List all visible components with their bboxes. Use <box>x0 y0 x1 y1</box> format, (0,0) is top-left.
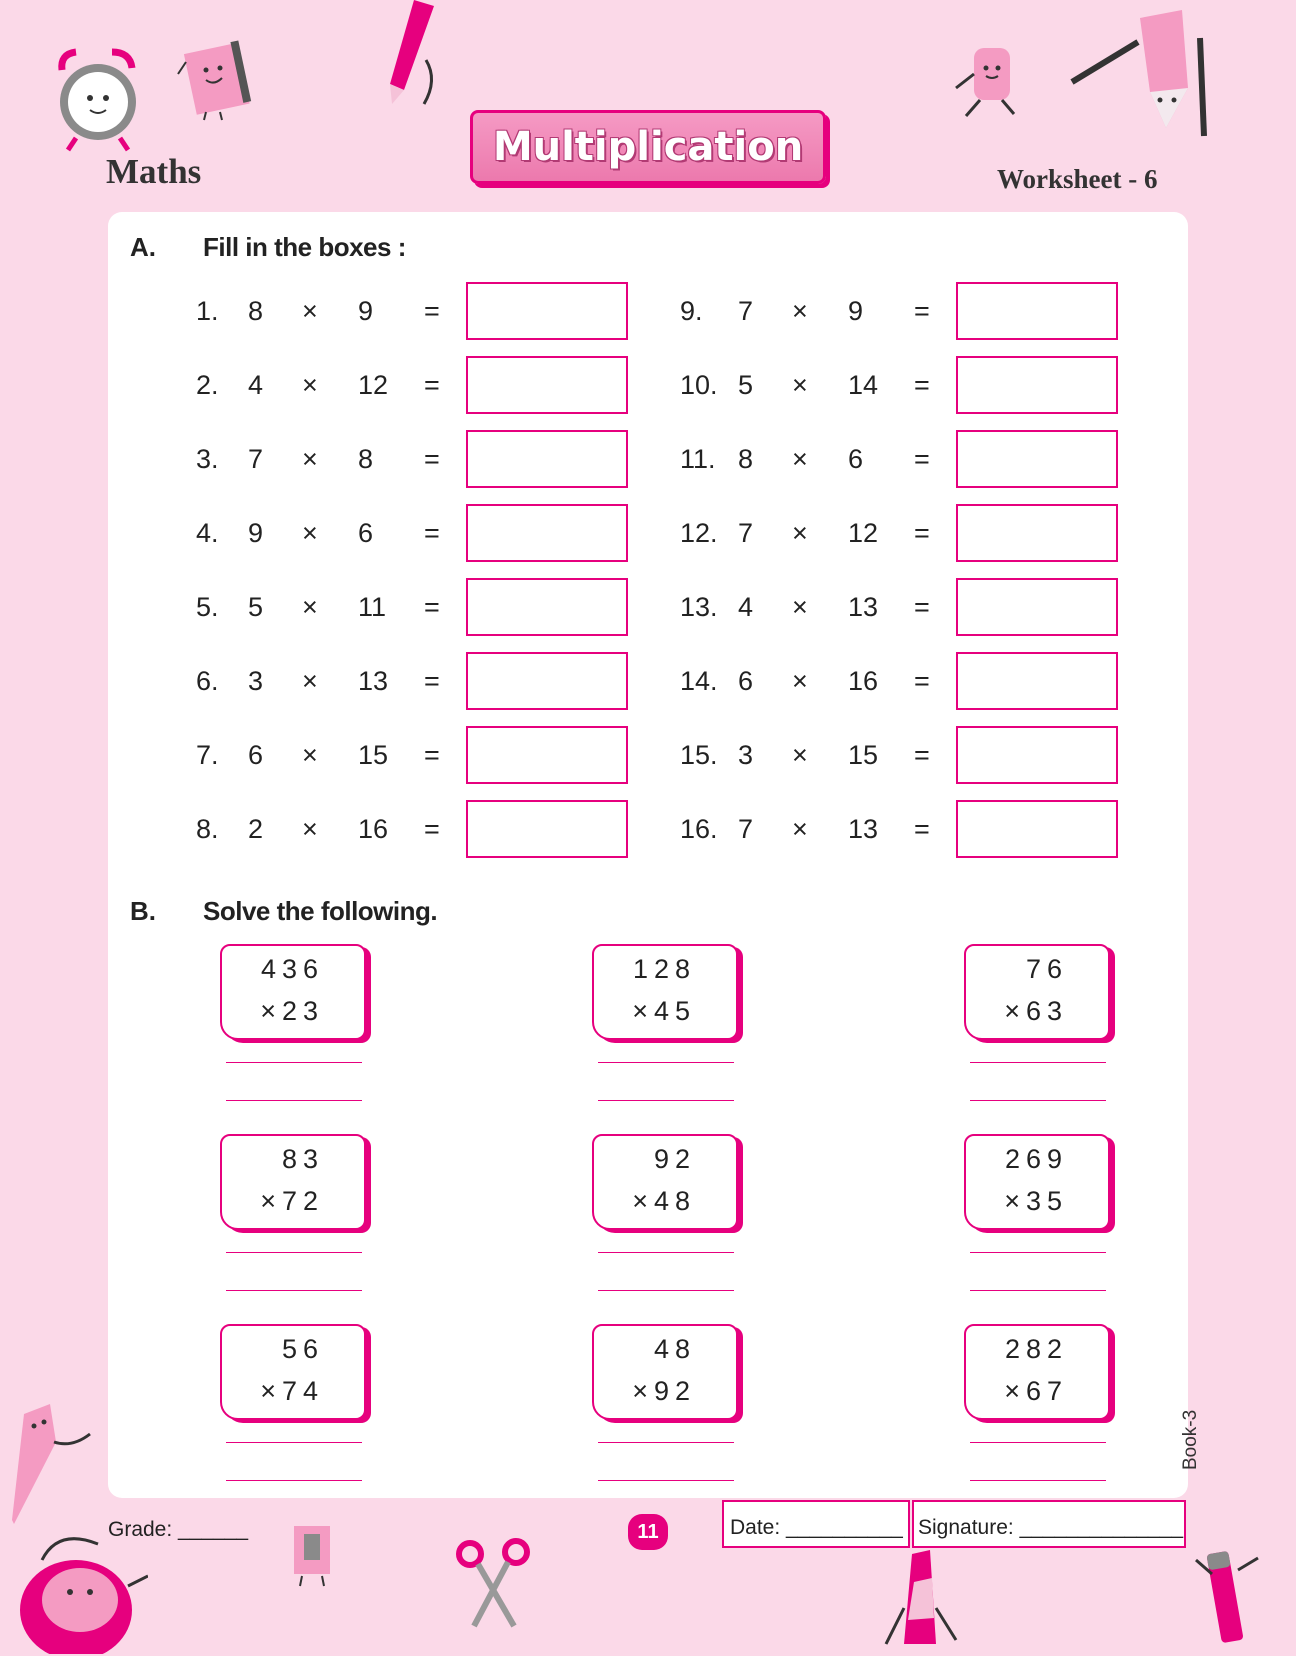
section-b-letter: B. <box>130 896 156 926</box>
multiply-sign: × <box>792 740 808 770</box>
question-operand-b: 9 <box>848 296 864 326</box>
equals-sign: = <box>914 814 930 844</box>
question-operand-b: 12 <box>358 370 389 400</box>
answer-line[interactable] <box>970 1442 1106 1443</box>
problem-multiplier: ×45 <box>632 996 696 1026</box>
equals-sign: = <box>914 740 930 770</box>
question-operand-b: 13 <box>848 814 879 844</box>
multiply-sign: × <box>302 666 318 696</box>
question-item <box>680 430 1120 488</box>
problem-multiplicand: 269 <box>1004 1144 1068 1174</box>
pencil-bottom-right-icon <box>1192 1544 1268 1650</box>
ruler-icon <box>10 1402 92 1526</box>
eraser-icon <box>944 44 1030 120</box>
problem-multiplier: ×48 <box>632 1186 696 1216</box>
multiply-sign: × <box>302 370 318 400</box>
question-number: 8. <box>196 814 219 844</box>
question-number: 5. <box>196 592 219 622</box>
question-operand-a: 2 <box>248 814 264 844</box>
signature-field: Signature: ______________ <box>918 1516 1184 1539</box>
question-item <box>680 282 1120 340</box>
question-item <box>680 356 1120 414</box>
problem-multiplier: ×63 <box>1004 996 1068 1026</box>
answer-box[interactable] <box>956 578 1118 636</box>
answer-line[interactable] <box>970 1290 1106 1291</box>
answer-box[interactable] <box>956 430 1118 488</box>
question-number: 9. <box>680 296 703 326</box>
question-operand-b: 11 <box>358 592 387 622</box>
multiply-sign: × <box>302 740 318 770</box>
question-item <box>190 356 630 414</box>
answer-box[interactable] <box>466 726 628 784</box>
equals-sign: = <box>424 444 440 474</box>
answer-box[interactable] <box>956 282 1118 340</box>
problem-multiplicand: 282 <box>1004 1334 1068 1364</box>
answer-line[interactable] <box>226 1100 362 1101</box>
question-item <box>190 578 630 636</box>
question-operand-a: 5 <box>738 370 754 400</box>
question-item <box>190 726 630 784</box>
question-operand-a: 3 <box>248 666 264 696</box>
question-operand-a: 8 <box>248 296 264 326</box>
answer-line[interactable] <box>970 1480 1106 1481</box>
section-a-letter: A. <box>130 232 156 262</box>
question-item <box>680 504 1120 562</box>
multiply-sign: × <box>302 518 318 548</box>
equals-sign: = <box>914 666 930 696</box>
subject-label: Maths <box>106 152 202 191</box>
equals-sign: = <box>424 666 440 696</box>
question-operand-b: 15 <box>848 740 879 770</box>
question-operand-a: 5 <box>248 592 264 622</box>
question-number: 13. <box>680 592 718 622</box>
answer-box[interactable] <box>956 504 1118 562</box>
problem-multiplier: ×35 <box>1004 1186 1068 1216</box>
answer-line[interactable] <box>598 1442 734 1443</box>
problem-multiplier: ×92 <box>632 1376 696 1406</box>
problem-card <box>964 944 1110 1040</box>
multiply-sign: × <box>792 370 808 400</box>
page-number: 11 <box>628 1514 668 1550</box>
question-operand-a: 3 <box>738 740 754 770</box>
question-number: 4. <box>196 518 219 548</box>
answer-line[interactable] <box>970 1062 1106 1063</box>
question-number: 1. <box>196 296 219 326</box>
question-operand-b: 16 <box>358 814 389 844</box>
worksheet-label: Worksheet - 6 <box>997 164 1158 194</box>
equals-sign: = <box>424 740 440 770</box>
question-operand-b: 6 <box>848 444 864 474</box>
equals-sign: = <box>424 814 440 844</box>
multiply-sign: × <box>302 444 318 474</box>
problem-card <box>220 944 366 1040</box>
question-item <box>190 504 630 562</box>
problem-card <box>592 944 738 1040</box>
question-operand-a: 7 <box>248 444 264 474</box>
problem-card <box>220 1134 366 1230</box>
problem-multiplicand: 83 <box>281 1144 324 1174</box>
question-item <box>190 282 630 340</box>
question-number: 16. <box>680 814 718 844</box>
question-number: 2. <box>196 370 219 400</box>
answer-line[interactable] <box>226 1252 362 1253</box>
problem-multiplier: ×23 <box>260 996 324 1026</box>
question-number: 6. <box>196 666 219 696</box>
answer-line[interactable] <box>226 1290 362 1291</box>
answer-line[interactable] <box>598 1062 734 1063</box>
multiply-sign: × <box>792 666 808 696</box>
equals-sign: = <box>914 444 930 474</box>
question-operand-b: 13 <box>358 666 389 696</box>
answer-box[interactable] <box>466 356 628 414</box>
answer-line[interactable] <box>598 1290 734 1291</box>
question-operand-a: 9 <box>248 518 264 548</box>
question-operand-b: 8 <box>358 444 374 474</box>
answer-box[interactable] <box>466 430 628 488</box>
question-item <box>680 800 1120 858</box>
alarm-clock-icon <box>52 44 148 154</box>
question-operand-b: 13 <box>848 592 879 622</box>
answer-box[interactable] <box>956 356 1118 414</box>
question-operand-a: 4 <box>738 592 754 622</box>
question-operand-a: 7 <box>738 518 754 548</box>
question-item <box>680 578 1120 636</box>
answer-box[interactable] <box>956 652 1118 710</box>
multiply-sign: × <box>792 518 808 548</box>
equals-sign: = <box>914 370 930 400</box>
question-number: 15. <box>680 740 718 770</box>
sharpener-icon <box>284 1520 344 1588</box>
problem-card <box>964 1324 1110 1420</box>
question-number: 11. <box>680 444 716 474</box>
multiply-sign: × <box>302 592 318 622</box>
book-label: Book-3 <box>1180 1409 1201 1470</box>
answer-box[interactable] <box>956 800 1118 858</box>
scissors-icon <box>456 1538 532 1630</box>
answer-box[interactable] <box>466 800 628 858</box>
answer-line[interactable] <box>226 1062 362 1063</box>
equals-sign: = <box>914 296 930 326</box>
question-number: 12. <box>680 518 718 548</box>
equals-sign: = <box>914 592 930 622</box>
answer-box[interactable] <box>466 578 628 636</box>
question-item <box>190 800 630 858</box>
answer-box[interactable] <box>466 652 628 710</box>
question-operand-a: 8 <box>738 444 754 474</box>
question-operand-a: 7 <box>738 814 754 844</box>
equals-sign: = <box>914 518 930 548</box>
problem-card <box>592 1324 738 1420</box>
question-operand-a: 6 <box>248 740 264 770</box>
multiply-sign: × <box>302 296 318 326</box>
section-b-title: Solve the following. <box>203 896 438 926</box>
question-operand-b: 9 <box>358 296 374 326</box>
problem-multiplicand: 48 <box>653 1334 696 1364</box>
answer-line[interactable] <box>226 1480 362 1481</box>
problem-card <box>220 1324 366 1420</box>
problem-multiplicand: 56 <box>281 1334 324 1364</box>
question-item <box>190 652 630 710</box>
answer-line[interactable] <box>598 1100 734 1101</box>
question-operand-b: 14 <box>848 370 879 400</box>
equals-sign: = <box>424 370 440 400</box>
question-operand-a: 7 <box>738 296 754 326</box>
answer-line[interactable] <box>598 1252 734 1253</box>
question-operand-b: 12 <box>848 518 879 548</box>
question-operand-a: 6 <box>738 666 754 696</box>
equals-sign: = <box>424 518 440 548</box>
date-field: Date: __________ <box>730 1516 903 1539</box>
problem-multiplier: ×67 <box>1004 1376 1068 1406</box>
question-operand-a: 4 <box>248 370 264 400</box>
question-number: 7. <box>196 740 219 770</box>
question-operand-b: 6 <box>358 518 374 548</box>
multiply-sign: × <box>302 814 318 844</box>
problem-multiplicand: 128 <box>632 954 696 984</box>
answer-line[interactable] <box>970 1252 1106 1253</box>
question-number: 10. <box>680 370 718 400</box>
multiply-sign: × <box>792 592 808 622</box>
grade-field: Grade: ______ <box>108 1518 249 1541</box>
question-number: 14. <box>680 666 718 696</box>
question-item <box>680 652 1120 710</box>
section-a-title: Fill in the boxes : <box>203 232 406 262</box>
answer-box[interactable] <box>466 282 628 340</box>
crayon-character-icon <box>884 1548 960 1648</box>
problem-card <box>964 1134 1110 1230</box>
date-box <box>722 1500 910 1548</box>
problem-card <box>592 1134 738 1230</box>
multiply-sign: × <box>792 444 808 474</box>
problem-multiplicand: 92 <box>653 1144 696 1174</box>
page-title: Multiplication <box>492 124 804 170</box>
equals-sign: = <box>424 296 440 326</box>
problem-multiplier: ×74 <box>260 1376 324 1406</box>
answer-box[interactable] <box>956 726 1118 784</box>
question-item <box>680 726 1120 784</box>
pencil-icon <box>380 0 440 110</box>
question-number: 3. <box>196 444 219 474</box>
notepad-icon <box>176 40 262 122</box>
equals-sign: = <box>424 592 440 622</box>
answer-line[interactable] <box>598 1480 734 1481</box>
signature-box <box>912 1500 1186 1548</box>
answer-line[interactable] <box>226 1442 362 1443</box>
multiply-sign: × <box>792 296 808 326</box>
answer-box[interactable] <box>466 504 628 562</box>
multiply-sign: × <box>792 814 808 844</box>
problem-multiplicand: 436 <box>260 954 324 984</box>
question-operand-b: 15 <box>358 740 389 770</box>
pencil-character-icon <box>1070 8 1220 140</box>
backpack-icon <box>18 1526 148 1654</box>
title-banner <box>470 110 826 184</box>
question-operand-b: 16 <box>848 666 879 696</box>
problem-multiplicand: 76 <box>1025 954 1068 984</box>
answer-line[interactable] <box>970 1100 1106 1101</box>
question-item <box>190 430 630 488</box>
problem-multiplier: ×72 <box>260 1186 324 1216</box>
